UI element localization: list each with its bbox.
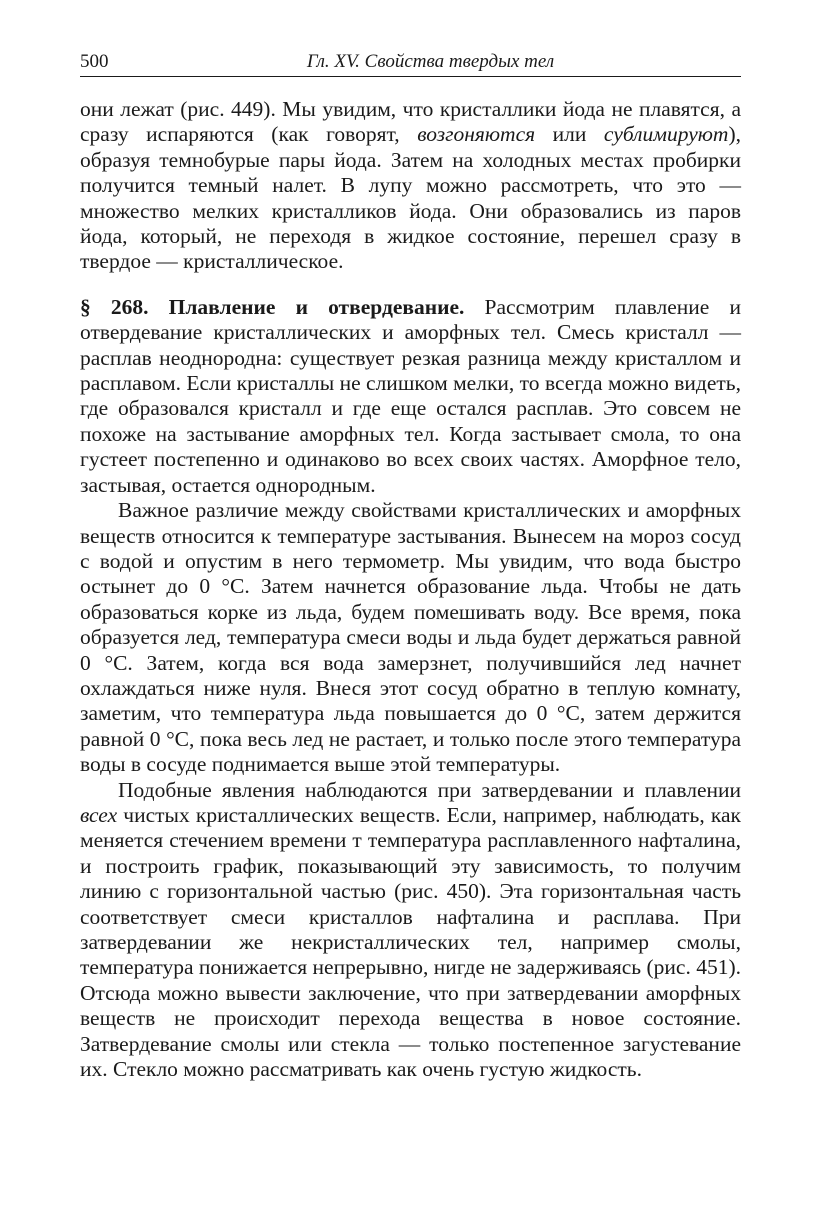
term-sublimiruyut: сублимируют	[603, 122, 729, 147]
paragraph-text: они лежат (рис. 449). Мы увидим, что кристаллики йода не плавятся, а сразу испаряются (как говорят,	[80, 97, 741, 147]
term-vozgonyayutsya: возгоняются	[417, 122, 536, 147]
section-heading: § 268. Плавление и отвердевание.	[80, 294, 465, 319]
page-number: 500	[80, 51, 109, 72]
running-head	[80, 48, 741, 77]
paragraph-text: Рассмотрим плавление и отвердевание кристаллических и аморфных тел. Смесь кристалл — расплав неоднородна: существует резкая разница между кристаллом и расплавом. Если кристаллы не слишком мелки, то всегда можно видеть, где образовался кристалл и где еще остался расплав. Это совсем не похоже на застывание аморфных тел. Когда застывает смола, то она густеет постепенно и одинаково во всех своих частях. Аморфное тело, застывая, остается однородным.	[80, 294, 741, 497]
section-268-paragraph	[80, 295, 741, 498]
term-vsekh: всех	[80, 802, 118, 827]
paragraph-text: или	[535, 122, 604, 147]
paragraph-text: ), образуя темнобурые пары йода. Затем на холодных местах пробирки получится темный налет. В лупу можно рассмотреть, что это — множество мелких кристалликов йода. Они образовались из паров йода, который, не переходя в жидкое состояние, перешел сразу в твердое — кристаллическое.	[80, 122, 741, 274]
paragraph-text: Подобные явления наблюдаются при затвердевании и плавлении	[118, 777, 741, 802]
chapter-title: Гл. XV. Свойства твердых тел	[306, 51, 555, 72]
paragraph-iodine-sublimation	[80, 97, 741, 275]
book-page	[80, 48, 741, 1082]
paragraph-crystalline-vs-amorphous	[80, 778, 741, 1083]
paragraph-water-freezing: Важное различие между свойствами кристаллических и аморфных веществ относится к температуре застывания. Вынесем на мороз сосуд с водой и опустим в него термометр. Мы увидим, что вода быстро остынет до 0 °С. Затем начнется образование льда. Чтобы не дать образоваться корке из льда, будем помешивать воду. Все время, пока образуется лед, температура смеси воды и льда будет держаться равной 0 °С. Затем, когда вся вода замерзнет, получившийся лед начнет охлаждаться ниже нуля. Внеся этот сосуд обратно в теплую комнату, заметим, что температура льда повышается до 0 °С, затем держится равной 0 °С, пока весь лед не растает, и только после этого температура воды в сосуде поднимается выше этой температуры.	[80, 498, 741, 777]
paragraph-text: чистых кристаллических веществ. Если, например, наблюдать, как меняется стечением времени т температура расплавленного нафталина, и построить график, показывающий эту зависимость, то получим линию с горизонтальной частью (рис. 450). Эта горизонтальная часть соответствует смеси кристаллов нафталина и расплава. При затвердевании же некристаллических тел, например смолы, температура понижается непрерывно, нигде не задерживаясь (рис. 451). Отсюда можно вывести заключение, что при затвердевании аморфных веществ не происходит перехода вещества в новое состояние. Затвердевание смолы или стекла — только постепенное загустевание их. Стекло можно рассматривать как очень густую жидкость.	[80, 802, 741, 1082]
